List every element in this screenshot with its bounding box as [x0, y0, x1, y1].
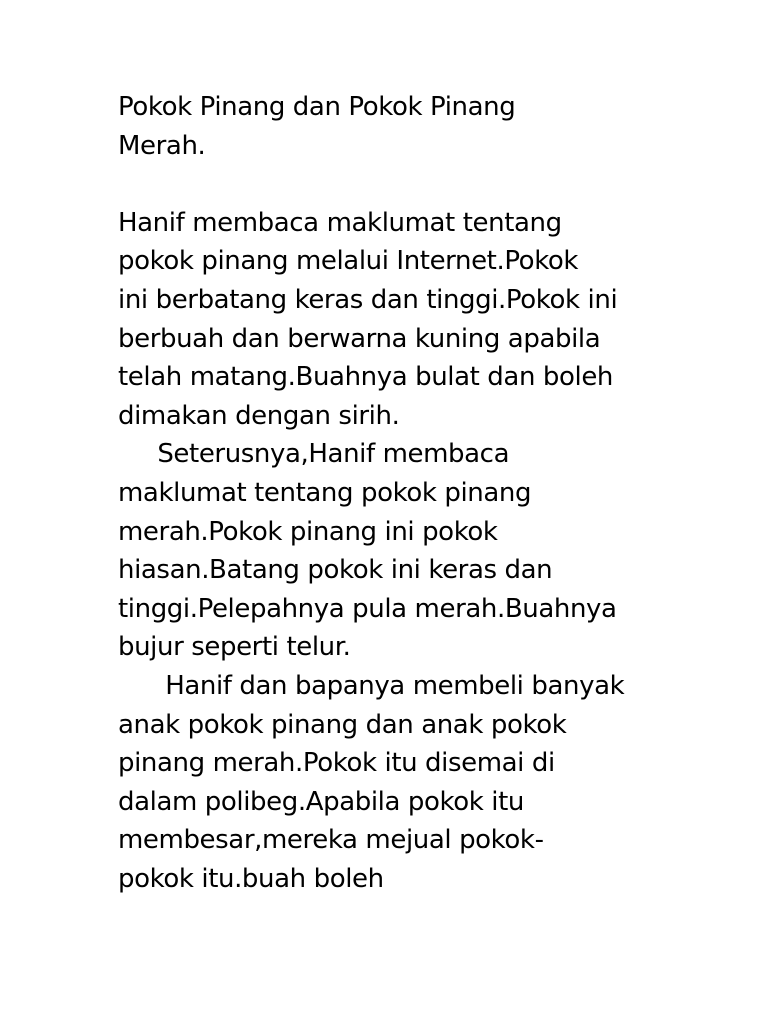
document-title-line-2: Merah.	[118, 130, 206, 161]
body-line-15: pinang merah.Pokok itu disemai di	[118, 748, 555, 779]
body-line-3: ini berbatang keras dan tinggi.Pokok ini	[118, 284, 618, 315]
body-line-7: Seterusnya,Hanif membaca	[118, 439, 510, 470]
document-title-line-1: Pokok Pinang dan Pokok Pinang	[118, 92, 516, 122]
body-line-18: pokok itu.buah boleh	[118, 863, 384, 894]
body-line-8: maklumat tentang pokok pinang	[118, 477, 532, 508]
body-line-17: membesar,mereka mejual pokok-	[118, 825, 544, 856]
body-line-11: tinggi.Pelepahnya pula merah.Buahnya	[118, 593, 617, 624]
body-line-16: dalam polibeg.Apabila pokok itu	[118, 786, 524, 817]
body-line-1: Hanif membaca maklumat tentang	[118, 207, 562, 238]
body-line-6: dimakan dengan sirih.	[118, 400, 400, 431]
body-line-5: telah matang.Buahnya bulat dan boleh	[118, 362, 613, 393]
document-page	[118, 88, 678, 898]
paragraph-gap	[118, 165, 678, 204]
body-line-13: Hanif dan bapanya membeli banyak	[118, 670, 625, 701]
body-line-9: merah.Pokok pinang ini pokok	[118, 516, 498, 547]
body-line-14: anak pokok pinang dan anak pokok	[118, 709, 567, 740]
body-line-4: berbuah dan berwarna kuning apabila	[118, 323, 601, 354]
body-line-10: hiasan.Batang pokok ini keras dan	[118, 555, 553, 586]
body-line-2: pokok pinang melalui Internet.Pokok	[118, 246, 579, 277]
body-line-12: bujur seperti telur.	[118, 632, 351, 663]
